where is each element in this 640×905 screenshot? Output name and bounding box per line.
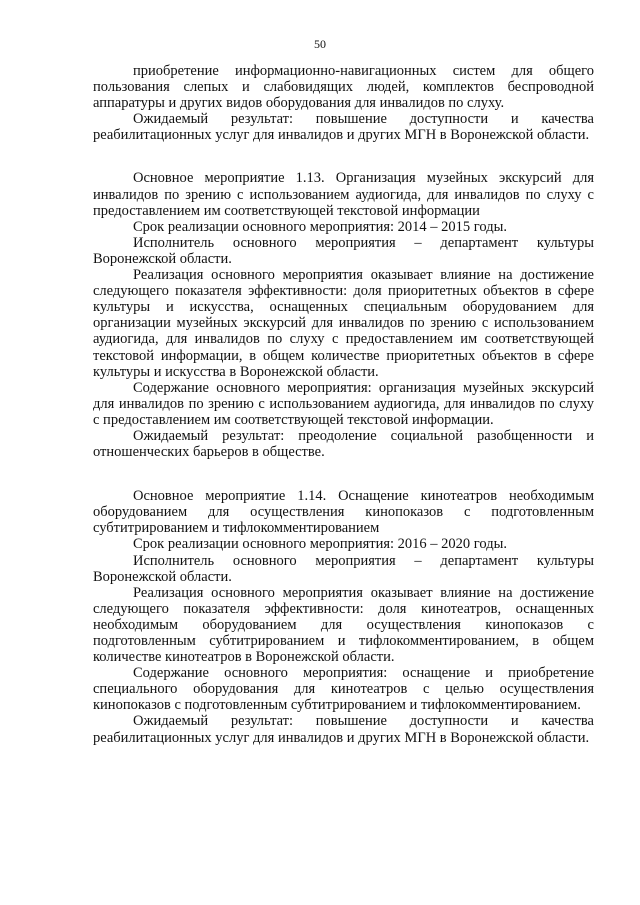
section-spacer bbox=[93, 460, 594, 488]
activity-1-14-impact: Реализация основного мероприятия оказывает влияние на достижение следующего показателя эффективности: доля кинотеатров, оснащенных необходимым оборудованием для осуществления кинопоказов с подготовленным субтитрированием и тифлокомментированием, в общем количестве кинотеатров в Воронежской области. bbox=[93, 584, 594, 666]
page-number: 50 bbox=[314, 37, 326, 51]
activity-1-13-expected-result: Ожидаемый результат: преодоление социальной разобщенности и отношенческих барьеров в обществе. bbox=[93, 427, 594, 461]
page-body bbox=[93, 63, 594, 746]
activity-1-14-expected-result: Ожидаемый результат: повышение доступности и качества реабилитационных услуг для инвалидов и других МГН в Воронежской области. bbox=[93, 713, 594, 746]
activity-1-14-period: Срок реализации основного мероприятия: 2016 – 2020 годы. bbox=[133, 536, 507, 553]
activity-1-13-impact: Реализация основного мероприятия оказывает влияние на достижение следующего показателя эффективности: доля приоритетных объектов в сфере культуры и искусства, оснащенных специальным оборудованием для организации музейных экскурсий для инвалидов по зрению с использованием аудиогида, для инвалидов по слуху с предоставлением им соответствующей текстовой информации, в общем количестве приоритетных объектов в сфере культуры и искусства в Воронежской области. bbox=[93, 267, 594, 380]
paragraph-expected-result-1: Ожидаемый результат: повышение доступности и качества реабилитационных услуг для инвалидов и других МГН в Воронежской области. bbox=[93, 111, 594, 144]
activity-1-13-heading: Основное мероприятие 1.13. Организация музейных экскурсий для инвалидов по зрению с использованием аудиогида, для инвалидов по слуху с предоставлением им соответствующей текстовой информации bbox=[93, 170, 594, 219]
section-spacer bbox=[93, 143, 594, 170]
activity-1-13-content: Содержание основного мероприятия: организация музейных экскурсий для инвалидов по зрению с использованием аудиогида, для инвалидов по слуху с предоставлением им соответствующей текстовой информации. bbox=[93, 379, 594, 428]
activity-1-13-period: Срок реализации основного мероприятия: 2014 – 2015 годы. bbox=[133, 218, 507, 235]
activity-1-14-heading: Основное мероприятие 1.14. Оснащение кинотеатров необходимым оборудованием для осуществления кинопоказов с подготовленным субтитрированием и тифлокомментированием bbox=[93, 488, 594, 537]
activity-1-14-content: Содержание основного мероприятия: оснащение и приобретение специального оборудования для кинотеатров с целью осуществления кинопоказов с подготовленным субтитрированием и тифлокомментированием. bbox=[93, 665, 594, 714]
activity-1-14-executor: Исполнитель основного мероприятия – департамент культуры Воронежской области. bbox=[93, 552, 594, 585]
paragraph-equipment-continuation: приобретение информационно-навигационных систем для общего пользования слепых и слабовидящих людей, комплектов беспроводной аппаратуры и других видов оборудования для инвалидов по слуху. bbox=[93, 63, 594, 112]
activity-1-13-executor: Исполнитель основного мероприятия – департамент культуры Воронежской области. bbox=[93, 234, 594, 267]
